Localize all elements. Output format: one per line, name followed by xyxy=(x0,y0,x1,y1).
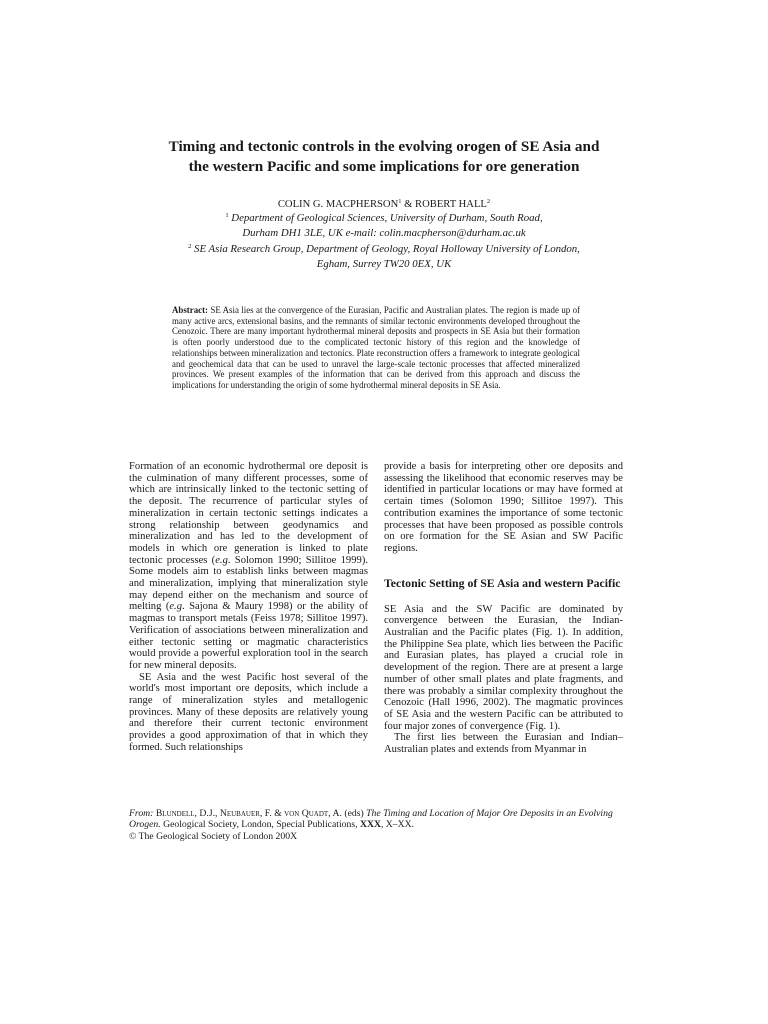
abstract xyxy=(172,305,580,391)
affiliation-line: $^2$ SE Asia Research Group, Department of Geology, Royal Holloway University of London, xyxy=(188,243,580,256)
author-sup: 1 xyxy=(398,198,402,205)
citation-line: From: Blundell, D.J., Neubauer, F. & von Quadt, A. (eds) The Timing and Location of Major Ore Deposits in an Evolving Orogen. Geological Society, London, Special Publications, XXX, X–XX. xyxy=(129,808,613,831)
affiliation-line: Durham DH1 3LE, UK e-mail: colin.macpherson@durham.ac.uk xyxy=(242,226,526,239)
title-line: Timing and tectonic controls in the evolving orogen of SE Asia and xyxy=(168,138,600,155)
body-column-right xyxy=(384,461,623,756)
copyright-line: © The Geological Society of London 200X xyxy=(129,830,298,842)
author-separator: & xyxy=(401,199,416,210)
affiliations xyxy=(100,209,668,271)
body-paragraph: provide a basis for interpreting other ore deposits and assessing the likelihood that economic reserves may be identified in particular locations or may have formed at certain times (Solomon 1990; Sillitoe 1997). This contribution examines the importance of some tectonic processes that have been proposed as possible controls on ore formation for the SE Asian and SW Pacific regions. xyxy=(384,461,623,554)
author-name: COLIN G. MACPHERSON xyxy=(277,199,399,210)
affiliation-sup: 2 xyxy=(188,243,192,251)
body-paragraph: SE Asia and the SW Pacific are dominated by convergence between the Eurasian, the Indian-Australian and the Pacific plates (Fig. 1). In addition, the Philippine Sea plate, which lies between the Pacific and Eurasian plates, has played a crucial role in development of the region. There are at present a large number of other small plates and plate fragments, and there was probably a similar complexity throughout the Cenozoic (Hall 1996, 2002). The magmatic provinces of SE Asia and the western Pacific can be attributed to four major zones of convergence (Fig. 1). xyxy=(384,603,623,732)
affiliation-line: Egham, Surrey TW20 0EX, UK xyxy=(316,257,452,270)
author-sup: 2 xyxy=(486,198,491,205)
citation-footer xyxy=(129,808,629,842)
body-paragraph: The first lies between the Eurasian and Indian–Australian plates and extends from Myanmar in xyxy=(384,732,623,756)
abstract-text: SE Asia lies at the convergence of the Eurasian, Pacific and Australian plates. The region is made up of many active arcs, extensional basins, and the remnants of similar tectonic environments developed throughout the Cenozoic. There are many important hydrothermal mineral deposits and prospects in SE Asia but their formation is often poorly understood due to the complicated tectonic history of this region and the knowledge of relationships between mineralization and tectonics. Plate reconstruction offers a framework to integrate geological and geochemical data that can be used to unravel the large-scale tectonic processes that affected mineralized provinces. We present examples of the information that can be derived from this approach and discuss the implications for understanding the origin of some hydrothermal mineral deposits in SE Asia. xyxy=(172,305,580,390)
affiliation-line: $^1$ Department of Geological Sciences, University of Durham, South Road, xyxy=(225,212,543,224)
body-paragraph: Formation of an economic hydrothermal ore deposit is the culmination of many different processes, some of which are intrinsically linked to the tectonic setting of the deposit. The recurrence of particular styles of mineralization in certain tectonic settings indicates a strong relationship between geodynamics and mineralization and has led to the development of models in which ore generation is linked to plate tectonic processes (e.g. Solomon 1990; Sillitoe 1999). Some models aim to establish links between magmas and mineralization, implying that mineralization style may depend either on the mechanism and source of melting (e.g. Sajona & Maury 1998) or the ability of magmas to transport metals (Feiss 1978; Sillitoe 1997). Verification of associations between mineralization and either tectonic setting or magmatic characteristics would provide a powerful exploration tool in the search for new mineral deposits. xyxy=(129,461,369,671)
author-name: ROBERT HALL xyxy=(415,199,487,210)
affiliation-sup: 1 xyxy=(225,212,229,219)
section-heading: Tectonic Setting of SE Asia and western Pacific xyxy=(384,575,621,590)
title-line: the western Pacific and some implications for ore generation xyxy=(188,158,580,175)
abstract-label: Abstract: xyxy=(172,305,208,315)
paper-title xyxy=(100,137,668,177)
body-column-left xyxy=(129,461,368,754)
body-paragraph: SE Asia and the west Pacific host several of the world's most important ore deposits, which include a range of mineralization styles and metallogenic provinces. Many of these deposits are relatively young and therefore their current tectonic environment provides a good approximation of that in which they formed. Such relationships xyxy=(129,671,368,753)
